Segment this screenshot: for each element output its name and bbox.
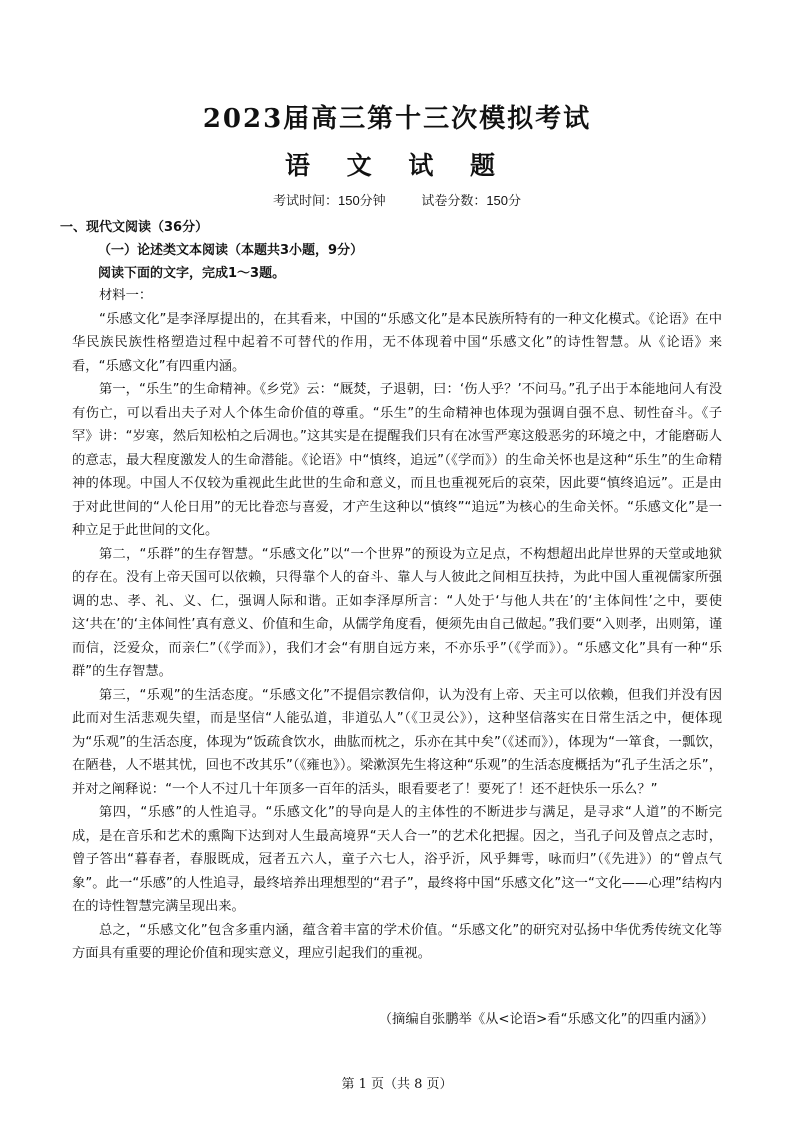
section-heading: 一、现代文阅读（36分） <box>60 220 209 235</box>
paragraph-summary: 总之，“乐感文化”包含多重内涵，蕴含着丰富的学术价值。“乐感文化”的研究对弘扬中华优秀传统文化等方面具有重要的理论价值和现实意义，理应引起我们的重视。 <box>72 922 722 961</box>
paragraph-second: 第二，“乐群”的生存智慧。“乐感文化”以“一个世界”的预设为立足点，不构想超出此岸世界的天堂或地狱的存在。没有上帝天国可以依赖，只得靠个人的奋斗、靠人与人彼此之间相互扶持，为此中国人重视儒家所强调的忠、孝、礼、义、仁，强调人际和谐。正如李泽厚所言：“人处于‘与他人共在’的‘主体间性’之中，要使这‘共在’的‘主体间性’真有意义、价值和生命，从儒学角度看，便须先由自己做起。”我们要“入则孝，出则第，谨而信，泛爱众，而亲仁”（《学而》），我们才会“有朋自远方来，不亦乐乎”（《学而》）。“乐感文化”具有一种“乐群”的生存智慧。 <box>72 546 722 679</box>
exam-score: 试卷分数：150分 <box>421 193 522 208</box>
exam-info <box>0 190 794 209</box>
exam-title: 2023届高三第十三次模拟考试 <box>202 104 592 134</box>
paragraph-intro: “乐感文化”是李泽厚提出的，在其看来，中国的“乐感文化”是本民族所特有的一种文化模式。《论语》在中华民族民族性格塑造过程中起着不可替代的作用，无不体现着中国“乐感文化”的诗性智慧。从《论语》来看，“乐感文化”有四重内涵。 <box>72 311 722 374</box>
exam-time: 考试时间：150分钟 <box>272 193 386 208</box>
paragraph-third: 第三，“乐观”的生活态度。“乐感文化”不提倡宗教信仰，认为没有上帝、天主可以依赖，但我们并没有因此而对生活悲观失望，而是坚信“人能弘道，非道弘人”（《卫灵公》），这种坚信落实在日常生活之中，便体现为“乐观”的生活态度，体现为“饭疏食饮水，曲肱而枕之，乐亦在其中矣”（《述而》），体现为“一箪食，一瓢饮，在陋巷，人不堪其忧，回也不改其乐”（《雍也》）。梁漱溟先生将这种“乐观”的生活态度概括为“孔子生活之乐”，并对之阐释说：“一个人不过几十年顶多一百年的活头，眼看要老了！要死了！还不赶快乐一乐么？” <box>72 687 722 797</box>
subsection-heading: （一）论述类文本阅读（本题共3小题，9分） <box>98 243 364 258</box>
source-citation: （摘编自张鹏举《从<论语>看“乐感文化”的四重内涵》） <box>378 1012 714 1027</box>
subject-title: 语 文 试 题 <box>284 151 510 180</box>
material-label: 材料一： <box>99 288 153 303</box>
material-body <box>72 284 722 966</box>
paragraph-fourth: 第四，“乐感”的人性追寻。“乐感文化”的导向是人的主体性的不断进步与满足，是寻求“人道”的不断完成，是在音乐和艺术的熏陶下达到对人生最高境界“天人合一”的艺术化把握。因之，当孔子问及曾点之志时，曾子答出“暮春者，春服既成，冠者五六人，童子六七人，浴乎沂，风乎舞雩，咏而归”（《先进》）的“曾点气象”。此一“乐感”的人性追寻，最终培养出理想型的“君子”，最终将中国“乐感文化”这一“文化——心理”结构内在的诗性智慧完满呈现出来。 <box>72 805 722 914</box>
paragraph-first: 第一，“乐生”的生命精神。《乡党》云：“厩焚，子退朝，曰：‘伤人乎？’不问马。”孔子出于本能地问人有没有伤亡，可以看出夫子对人个体生命价值的尊重。“乐生”的生命精神也体现为强调自强不息、韧性奋斗。《子罕》讲：“岁寒，然后知松柏之后凋也。”这其实是在提醒我们只有在冰雪严寒这般恶劣的环境之中，才能磨砺人的意志，最大程度激发人的生命潜能。《论语》中“慎终，追远”（《学而》）的生命关怀也是这种“乐生”的生命精神的体现。中国人不仅较为重视此生此世的生命和意义，而且也重视死后的哀荣，因此要“慎终追远”。正是由于对此世间的“人伦日用”的无比眷恋与喜爱，才产生这种以“慎终”“追远”为核心的生命关怀。“乐感文化”是一种立足于此世间的文化。 <box>72 382 722 538</box>
page-number: 第 1 页（共 8 页） <box>341 1077 453 1092</box>
reading-instruction: 阅读下面的文字，完成1～3题。 <box>98 266 286 281</box>
